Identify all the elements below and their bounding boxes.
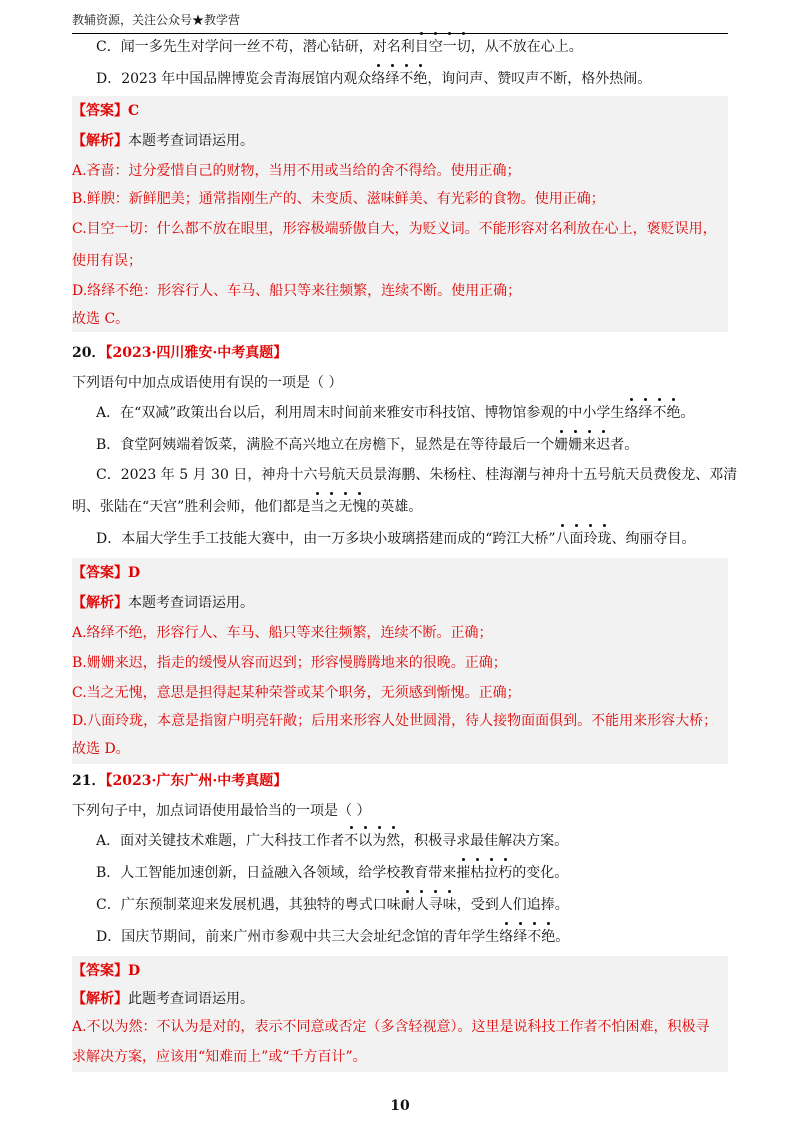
- q19-analysis-line: C.目空一切：什么都不放在眼里，形容极端骄傲自大，为贬义词。不能形容对名利放在心上，褒贬误用，: [72, 221, 717, 237]
- emphasis-char: 朽: [498, 862, 512, 884]
- emphasis-char: 之: [324, 496, 338, 518]
- q21-analysis-line: A.不以为然：不认为是对的，表示不同意或否定（多含轻视意）。这里是说科技工作者不怕困难，积极寻: [72, 1019, 710, 1035]
- q19-option-c: [96, 36, 728, 58]
- option-text: 者。: [610, 437, 639, 453]
- q19-analysis-line: A.吝啬：过分爱惜自己的财物，当用不用或当给的舍不得给。使用正确；: [72, 163, 521, 179]
- emphasis-char: 耐: [401, 894, 415, 916]
- question-source: 【2023·广东广州·中考真题】: [105, 773, 288, 789]
- emphasis-char: 当: [310, 496, 324, 518]
- option-text: D．2023 年中国品牌博览会青海展馆内观众: [96, 71, 372, 87]
- q21-option-a: [96, 830, 728, 852]
- option-text: 。: [555, 929, 570, 945]
- q21-option-c: [96, 894, 728, 916]
- dotted-idiom: [499, 929, 555, 945]
- q19-option-d: [96, 68, 728, 90]
- q20-answer: [72, 562, 728, 584]
- q20-option-c-line1: C．2023 年 5 月 30 日，神舟十六号航天员景海鹏、朱杨柱、桂海潮与神舟十五号航天员费俊龙、邓清: [96, 467, 738, 483]
- q20-analysis-line: A.络绎不绝，形容行人、车马、船只等来往频繁，连续不断。正确；: [72, 625, 493, 641]
- q19-analysis-line: 故选 C。: [72, 311, 130, 327]
- dotted-idiom: [344, 833, 400, 849]
- emphasis-char: 绝: [413, 68, 427, 90]
- header-rule: [72, 33, 728, 34]
- option-text: ，受到人们追捧。: [456, 897, 569, 913]
- q21-title: [72, 770, 728, 792]
- emphasis-char: 络: [624, 402, 638, 424]
- analysis-label: 【解析】: [72, 133, 128, 149]
- option-text: C．闻一多先生对学问一丝不苟，潜心钻研，对名利: [96, 39, 415, 55]
- emphasis-char: 络: [499, 926, 513, 948]
- dotted-idiom: [371, 71, 427, 87]
- q19-analysis-line: B.鲜腴：新鲜肥美；通常指刚生产的、未变质、滋味鲜美、有光彩的食物。使用正确；: [72, 191, 605, 207]
- dotted-idiom: [556, 531, 612, 547]
- dotted-idiom: [624, 405, 680, 421]
- emphasis-char: 切: [457, 36, 471, 58]
- emphasis-char: 以: [358, 830, 372, 852]
- emphasis-char: 目: [415, 36, 429, 58]
- emphasis-char: 不: [652, 402, 666, 424]
- emphasis-char: 面: [570, 528, 584, 550]
- option-text: 明、张陆在“天宫”胜利会师，他们都是: [72, 499, 311, 515]
- emphasis-char: 然: [386, 830, 400, 852]
- q21-stem: 下列句子中，加点词语使用最恰当的一项是（ ）: [72, 803, 371, 819]
- emphasis-char: 人: [415, 894, 429, 916]
- emphasis-char: 无: [338, 496, 352, 518]
- emphasis-char: 绎: [638, 402, 652, 424]
- option-text: ，从不放在心上。: [470, 39, 583, 55]
- answer-value: D: [128, 963, 141, 979]
- emphasis-char: 一: [443, 36, 457, 58]
- analysis-head-text: 本题考查词语运用。: [128, 133, 254, 149]
- emphasis-char: 愧: [352, 496, 366, 518]
- option-text: ，积极寻求最佳解决方案。: [400, 833, 569, 849]
- q20-option-d: [96, 528, 728, 550]
- question-number: 21．: [72, 773, 106, 789]
- emphasis-char: 摧: [456, 862, 470, 884]
- emphasis-char: 八: [556, 528, 570, 550]
- q20-analysis-line: 故选 D。: [72, 741, 130, 757]
- emphasis-char: 姗: [568, 434, 582, 456]
- emphasis-char: 迟: [596, 434, 610, 456]
- q19-analysis-head: [72, 130, 728, 152]
- emphasis-char: 寻: [429, 894, 443, 916]
- q21-option-d: [96, 926, 728, 948]
- emphasis-char: 不: [399, 68, 413, 90]
- emphasis-char: 来: [582, 434, 596, 456]
- emphasis-char: 姗: [554, 434, 568, 456]
- question-source: 【2023·四川雅安·中考真题】: [105, 345, 288, 361]
- question-number: 20．: [72, 345, 106, 361]
- q21-analysis-head: [72, 988, 728, 1010]
- option-text: A．面对关键技术难题，广大科技工作者: [96, 833, 345, 849]
- emphasis-char: 珑: [598, 528, 612, 550]
- emphasis-char: 绝: [666, 402, 680, 424]
- header-text: 教辅资源，关注公众号★教学营: [72, 13, 241, 27]
- q19-analysis-line: D.络绎不绝：形容行人、车马、船只等来往频繁，连续不断。使用正确；: [72, 283, 522, 299]
- emphasis-char: 络: [371, 68, 385, 90]
- q21-analysis-line: 求解决方案，应该用“知难而上”或“千方百计”。: [72, 1049, 367, 1065]
- q20-option-b: [96, 434, 728, 456]
- analysis-head-text: 本题考查词语运用。: [128, 595, 254, 611]
- option-text: C．广东预制菜迎来发展机遇，其独特的粤式口味: [96, 897, 401, 913]
- emphasis-char: 拉: [484, 862, 498, 884]
- analysis-label: 【解析】: [72, 991, 128, 1007]
- option-text: A．在“双减”政策出台以后，利用周末时间前来雅安市科技馆、博物馆参观的中小学生: [96, 405, 625, 421]
- analysis-label: 【解析】: [72, 595, 128, 611]
- q20-analysis-line: C.当之无愧，意思是担得起某种荣誉或某个职务，无须感到惭愧。正确；: [72, 685, 521, 701]
- dotted-idiom: [456, 865, 512, 881]
- q20-option-a: [96, 402, 728, 424]
- answer-value: D: [128, 565, 141, 581]
- emphasis-char: 绎: [513, 926, 527, 948]
- option-text: D．本届大学生手工技能大赛中，由一万多块小玻璃搭建而成的“跨江大桥”: [96, 531, 556, 547]
- option-text: 的英雄。: [366, 499, 423, 515]
- q20-stem: 下列语句中加点成语使用有误的一项是（ ）: [72, 375, 343, 391]
- emphasis-char: 枯: [470, 862, 484, 884]
- emphasis-char: 不: [527, 926, 541, 948]
- q20-title: [72, 342, 728, 364]
- q21-option-b: [96, 862, 728, 884]
- option-text: ，询问声、赞叹声不断，格外热闹。: [427, 71, 652, 87]
- dotted-idiom: [554, 437, 610, 453]
- option-text: D．国庆节期间，前来广州市参观中共三大会址纪念馆的青年学生: [96, 929, 500, 945]
- emphasis-char: 不: [344, 830, 358, 852]
- analysis-head-text: 此题考查词语运用。: [128, 991, 254, 1007]
- answer-value: C: [128, 103, 140, 119]
- q21-answer: [72, 960, 728, 982]
- q20-analysis-line: D.八面玲珑，本意是指窗户明亮轩敞；后用来形容人处世圆滑，待人接物面面俱到。不能用来形容大桥；: [72, 713, 718, 729]
- page-number: 10: [390, 1098, 410, 1114]
- q20-analysis-head: [72, 592, 728, 614]
- option-text: B．人工智能加速创新，日益融入各领域，给学校教育带来: [96, 865, 457, 881]
- dotted-idiom: [310, 499, 366, 515]
- emphasis-char: 为: [372, 830, 386, 852]
- answer-label: 【答案】: [72, 103, 128, 119]
- emphasis-char: 绎: [385, 68, 399, 90]
- dotted-idiom: [415, 39, 471, 55]
- option-text: B．食堂阿姨端着饭菜，满脸不高兴地立在房檐下，显然是在等待最后一个: [96, 437, 555, 453]
- option-text: 的变化。: [512, 865, 569, 881]
- q19-analysis-line: 使用有误；: [72, 253, 142, 269]
- emphasis-char: 玲: [584, 528, 598, 550]
- emphasis-char: 绝: [541, 926, 555, 948]
- emphasis-char: 味: [443, 894, 457, 916]
- q20-analysis-line: B.姗姗来迟，指走的缓慢从容而迟到；形容慢腾腾地来的很晚。正确；: [72, 655, 507, 671]
- q19-answer: [72, 100, 728, 122]
- option-text: 、绚丽夺目。: [611, 531, 696, 547]
- answer-label: 【答案】: [72, 963, 128, 979]
- answer-label: 【答案】: [72, 565, 128, 581]
- emphasis-char: 空: [429, 36, 443, 58]
- dotted-idiom: [401, 897, 457, 913]
- q20-option-c-line2: [72, 496, 728, 518]
- option-text: 。: [680, 405, 695, 421]
